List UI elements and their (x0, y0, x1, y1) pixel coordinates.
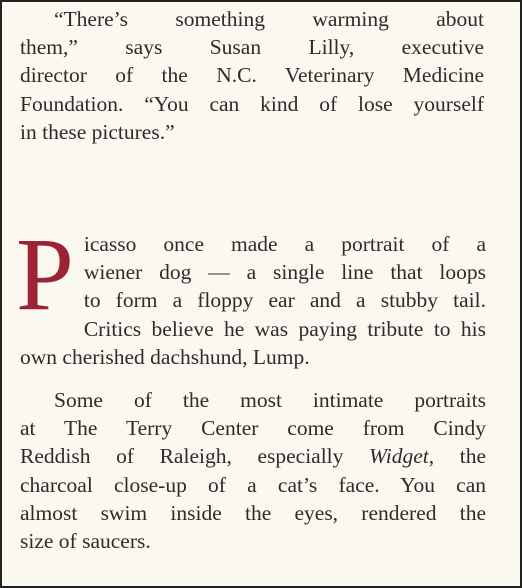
quote-line-4: Foundation. “You can kind of lose yourself (20, 91, 484, 116)
quote-line-5: in these pictures.” (20, 119, 175, 144)
terry-line-2: at The Terry Center come from Cindy (20, 416, 486, 441)
terry-line-3 (20, 442, 486, 470)
picasso-paragraph (16, 217, 486, 371)
artwork-title: Widget (369, 444, 429, 469)
picasso-line-3: to form a floppy ear and a stubby tail. (83, 288, 486, 313)
text-line (20, 386, 486, 414)
quote-line-3: director of the N.C. Veterinary Medicine (20, 63, 484, 88)
picasso-line-2: wiener dog — a single line that loops (83, 260, 486, 285)
quote-line-2: them,” says Susan Lilly, executive (20, 35, 484, 60)
terry-line-4: charcoal close-up of a cat’s face. You can (20, 472, 486, 497)
terry-line-3-after: , the (428, 444, 486, 469)
quote-paragraph (20, 5, 484, 146)
terry-line-1: Some of the most intimate portraits (54, 388, 486, 412)
text-line (20, 5, 484, 33)
picasso-line-5: own cherished dachshund, Lump. (20, 344, 310, 369)
terry-line-5: almost swim inside the eyes, rendered the (20, 500, 486, 525)
drop-cap: P (16, 217, 74, 332)
picasso-line-1: icasso once made a portrait of a (83, 232, 486, 256)
picasso-line-4: Critics believe he was paying tribute to his (83, 316, 486, 341)
terry-center-paragraph (20, 386, 486, 555)
terry-line-3-before: Reddish of Raleigh, especially (20, 444, 370, 469)
terry-line-6: size of saucers. (20, 529, 151, 554)
quote-line-1: “There’s something warming about (54, 7, 484, 31)
